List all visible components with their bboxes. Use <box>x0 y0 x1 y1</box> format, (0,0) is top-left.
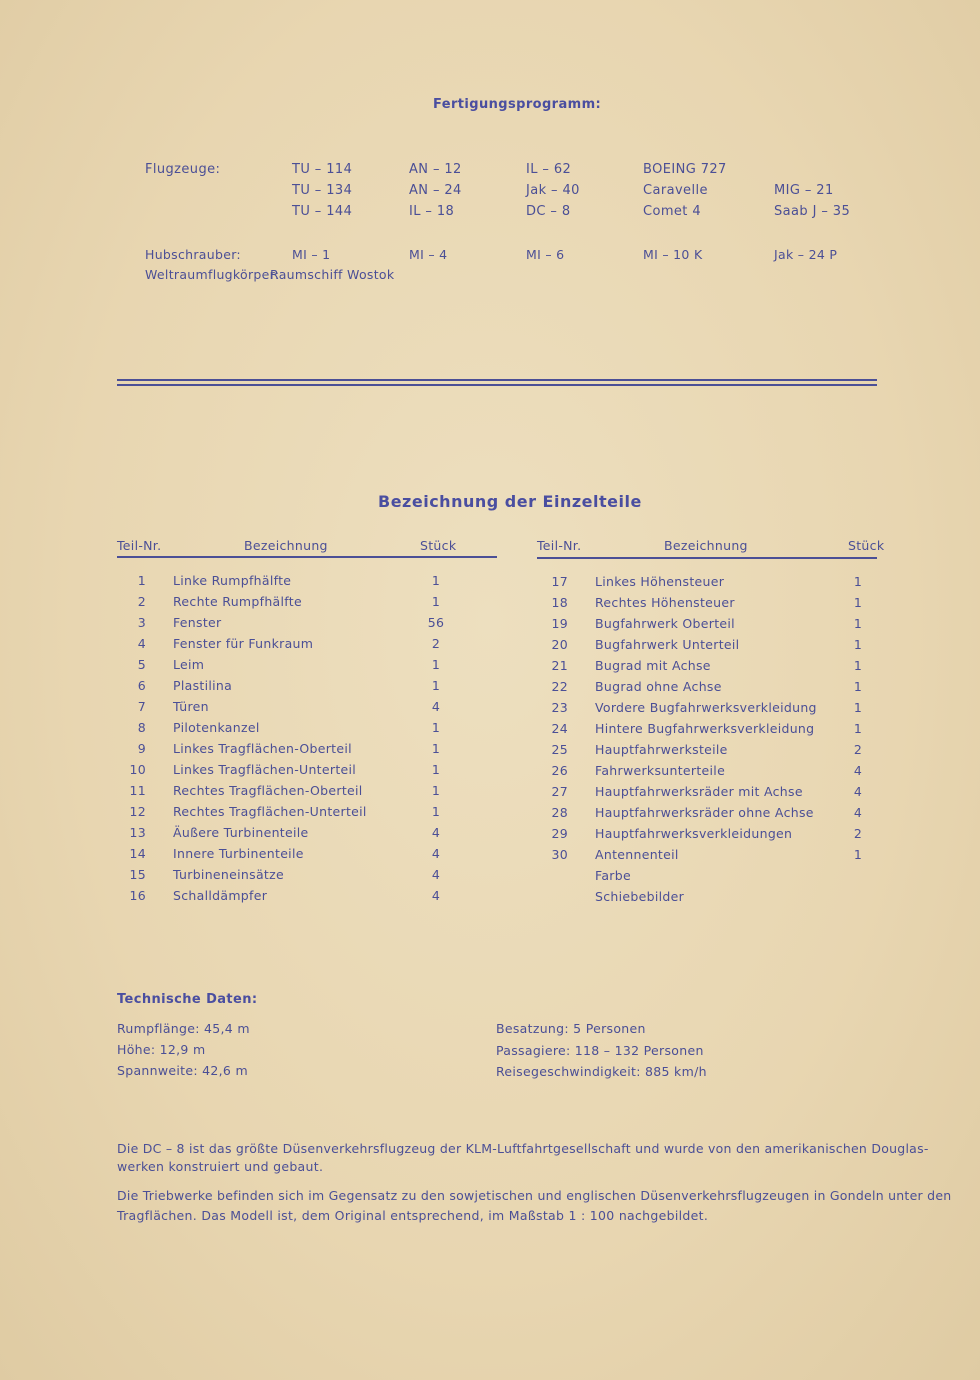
header-nr-right: Teil-Nr. <box>537 538 582 553</box>
part-number: 14 <box>129 846 146 861</box>
part-quantity: 2 <box>853 742 863 757</box>
part-name: Turbineneinsätze <box>173 867 284 882</box>
part-quantity: 1 <box>431 804 441 819</box>
part-name: Rechte Rumpfhälfte <box>173 594 302 609</box>
part-number: 12 <box>129 804 146 819</box>
tech-right-item: Passagiere: 118 – 132 Personen <box>496 1043 704 1058</box>
part-name: Linkes Höhensteuer <box>595 574 725 589</box>
parts-title: Bezeichnung der Einzelteile <box>378 492 642 511</box>
part-number: 16 <box>129 888 146 903</box>
aircraft-cell: Jak – 40 <box>526 183 580 198</box>
part-name: Vordere Bugfahrwerksverkleidung <box>595 700 817 715</box>
header-rule-right <box>537 557 877 559</box>
part-quantity: 1 <box>431 657 441 672</box>
part-quantity: 56 <box>427 615 445 630</box>
helicopter-cell: Jak – 24 P <box>774 247 838 262</box>
part-name: Schiebebilder <box>595 889 685 904</box>
tech-right-item: Reisegeschwindigkeit: 885 km/h <box>496 1064 707 1079</box>
part-quantity: 4 <box>431 825 441 840</box>
part-number: 5 <box>137 657 146 672</box>
part-number: 22 <box>551 679 568 694</box>
part-number: 7 <box>137 699 146 714</box>
part-quantity: 1 <box>431 594 441 609</box>
part-quantity: 4 <box>431 867 441 882</box>
aircraft-cell: IL – 18 <box>409 204 455 219</box>
part-quantity: 1 <box>431 678 441 693</box>
aircraft-cell: TU – 114 <box>292 162 353 177</box>
part-number: 26 <box>551 763 568 778</box>
part-number: 3 <box>137 615 146 630</box>
part-number: 27 <box>551 784 568 799</box>
part-name: Rechtes Höhensteuer <box>595 595 735 610</box>
tech-right-item: Besatzung: 5 Personen <box>496 1021 646 1036</box>
part-number: 20 <box>551 637 568 652</box>
aircraft-cell: BOEING 727 <box>643 162 727 177</box>
part-number: 17 <box>551 574 568 589</box>
helicopter-cell: MI – 6 <box>526 247 565 262</box>
description-line: Die Triebwerke befinden sich im Gegensatz zu den sowjetischen und englischen Düsenverkehrsflugzeugen in Gondeln unter den <box>117 1188 952 1203</box>
part-name: Antennenteil <box>595 847 679 862</box>
description-line: werken konstruiert und gebaut. <box>117 1159 324 1174</box>
part-quantity: 1 <box>853 574 863 589</box>
part-number: 4 <box>137 636 146 651</box>
part-quantity: 2 <box>431 636 441 651</box>
part-name: Innere Turbinenteile <box>173 846 304 861</box>
part-number: 2 <box>137 594 146 609</box>
header-nr-left: Teil-Nr. <box>117 538 162 553</box>
part-number: 15 <box>129 867 146 882</box>
aircraft-cell: DC – 8 <box>526 204 571 219</box>
part-quantity: 1 <box>431 741 441 756</box>
aircraft-cell: Saab J – 35 <box>774 204 851 219</box>
part-number: 23 <box>551 700 568 715</box>
tech-left-item: Rumpflänge: 45,4 m <box>117 1021 250 1036</box>
aircraft-cell: IL – 62 <box>526 162 572 177</box>
helicopter-cell: MI – 4 <box>409 247 448 262</box>
part-number: 30 <box>551 847 568 862</box>
header-qty-left: Stück <box>420 538 457 553</box>
part-quantity: 1 <box>853 679 863 694</box>
part-name: Linke Rumpfhälfte <box>173 573 292 588</box>
description-line: Tragflächen. Das Modell ist, dem Original entsprechend, im Maßstab 1 : 100 nachgebildet. <box>117 1208 709 1223</box>
divider-rule <box>117 384 877 386</box>
aircraft-cell: AN – 24 <box>409 183 462 198</box>
part-quantity: 1 <box>431 783 441 798</box>
part-number: 1 <box>137 573 146 588</box>
part-name: Hauptfahrwerksräder ohne Achse <box>595 805 814 820</box>
description-line: Die DC – 8 ist das größte Düsenverkehrsflugzeug der KLM-Luftfahrtgesellschaft und wurde von den amerikanischen Douglas- <box>117 1141 929 1156</box>
part-quantity: 1 <box>853 847 863 862</box>
helicopter-cell: MI – 1 <box>292 247 331 262</box>
tech-title: Technische Daten: <box>117 992 258 1007</box>
header-name-right: Bezeichnung <box>664 538 748 553</box>
part-number: 21 <box>551 658 568 673</box>
part-name: Fenster für Funkraum <box>173 636 314 651</box>
aircraft-cell: MIG – 21 <box>774 183 834 198</box>
part-quantity: 1 <box>853 721 863 736</box>
part-quantity: 1 <box>853 637 863 652</box>
part-name: Hauptfahrwerksräder mit Achse <box>595 784 803 799</box>
part-name: Bugrad ohne Achse <box>595 679 722 694</box>
part-name: Plastilina <box>173 678 233 693</box>
part-quantity: 2 <box>853 826 863 841</box>
part-quantity: 1 <box>853 616 863 631</box>
header-rule-left <box>117 556 497 558</box>
part-quantity: 1 <box>431 573 441 588</box>
part-quantity: 1 <box>853 658 863 673</box>
part-quantity: 4 <box>431 699 441 714</box>
aircraft-cell: Comet 4 <box>643 204 701 219</box>
part-number: 28 <box>551 805 568 820</box>
part-name: Hauptfahrwerksverkleidungen <box>595 826 793 841</box>
aircraft-cell: Caravelle <box>643 183 708 198</box>
part-name: Schalldämpfer <box>173 888 268 903</box>
production-title: Fertigungsprogramm: <box>433 97 602 112</box>
part-number: 13 <box>129 825 146 840</box>
part-name: Hauptfahrwerksteile <box>595 742 728 757</box>
aircraft-label: Flugzeuge: <box>145 162 221 177</box>
part-name: Bugrad mit Achse <box>595 658 711 673</box>
aircraft-cell: AN – 12 <box>409 162 462 177</box>
part-number: 18 <box>551 595 568 610</box>
part-number: 6 <box>137 678 146 693</box>
part-name: Bugfahrwerk Oberteil <box>595 616 735 631</box>
part-quantity: 4 <box>853 784 863 799</box>
part-name: Leim <box>173 657 205 672</box>
part-name: Linkes Tragflächen-Unterteil <box>173 762 357 777</box>
part-quantity: 4 <box>853 805 863 820</box>
tech-left-item: Spannweite: 42,6 m <box>117 1063 248 1078</box>
part-number: 11 <box>129 783 146 798</box>
part-number: 10 <box>129 762 146 777</box>
part-name: Rechtes Tragflächen-Oberteil <box>173 783 363 798</box>
spacecraft-label: Weltraumflugkörper: <box>145 267 280 282</box>
helicopter-label: Hubschrauber: <box>145 247 241 262</box>
part-name: Fahrwerksunterteile <box>595 763 726 778</box>
part-quantity: 4 <box>853 763 863 778</box>
part-number: 24 <box>551 721 568 736</box>
part-name: Farbe <box>595 868 631 883</box>
part-name: Rechtes Tragflächen-Unterteil <box>173 804 367 819</box>
header-qty-right: Stück <box>848 538 885 553</box>
part-name: Hintere Bugfahrwerksverkleidung <box>595 721 815 736</box>
part-name: Pilotenkanzel <box>173 720 260 735</box>
helicopter-cell: MI – 10 K <box>643 247 703 262</box>
spacecraft-value: Raumschiff Wostok <box>270 267 395 282</box>
part-name: Türen <box>173 699 209 714</box>
aircraft-cell: TU – 134 <box>292 183 353 198</box>
part-name: Linkes Tragflächen-Oberteil <box>173 741 352 756</box>
part-quantity: 4 <box>431 846 441 861</box>
part-number: 19 <box>551 616 568 631</box>
part-number: 29 <box>551 826 568 841</box>
part-quantity: 4 <box>431 888 441 903</box>
part-name: Fenster <box>173 615 222 630</box>
header-name-left: Bezeichnung <box>244 538 328 553</box>
tech-left-item: Höhe: 12,9 m <box>117 1042 206 1057</box>
part-quantity: 1 <box>431 720 441 735</box>
part-quantity: 1 <box>853 700 863 715</box>
part-number: 25 <box>551 742 568 757</box>
part-name: Äußere Turbinenteile <box>173 825 309 840</box>
divider-rule <box>117 379 877 381</box>
part-number: 8 <box>137 720 146 735</box>
part-quantity: 1 <box>853 595 863 610</box>
aircraft-cell: TU – 144 <box>292 204 353 219</box>
part-quantity: 1 <box>431 762 441 777</box>
part-number: 9 <box>137 741 146 756</box>
part-name: Bugfahrwerk Unterteil <box>595 637 740 652</box>
